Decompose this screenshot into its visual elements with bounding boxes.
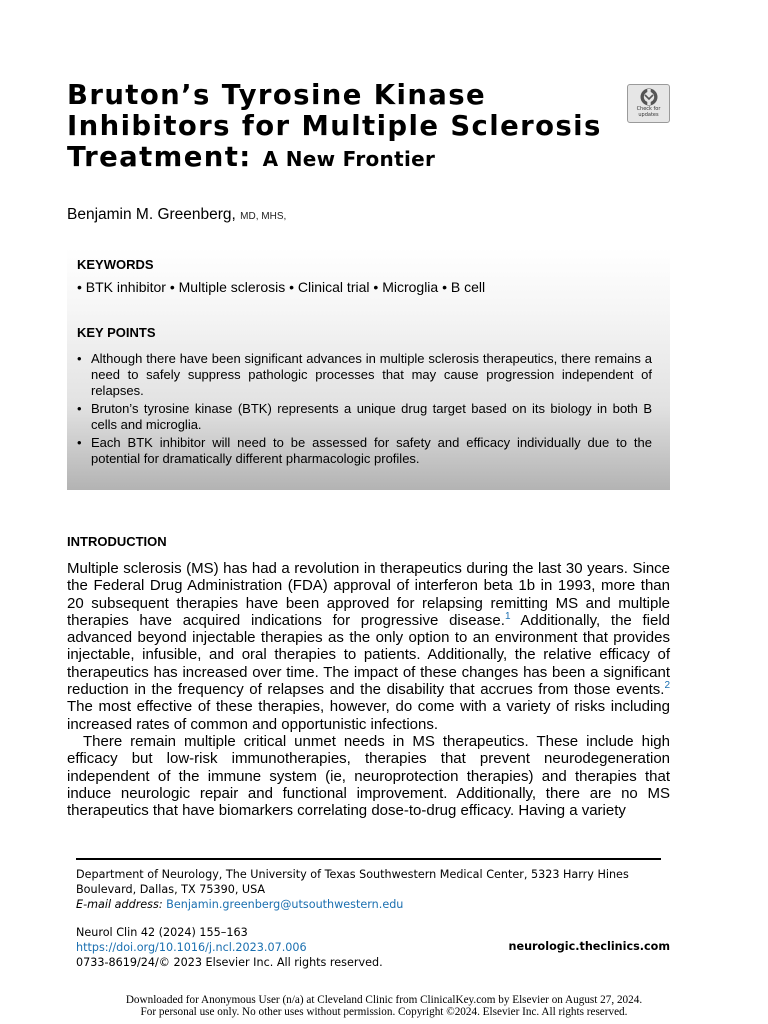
introduction-body bbox=[67, 560, 670, 819]
keyword-bullet: • bbox=[373, 279, 383, 295]
email-line bbox=[76, 897, 666, 912]
keywords-heading: KEYWORDS bbox=[77, 257, 154, 272]
reference-link[interactable]: 2 bbox=[664, 680, 670, 692]
paragraph-text: There remain multiple critical unmet needs in MS therapeutics. These include high efficacy but low-risk immunotherapies, therapies that prevent neurodegeneration independent of the immune system (ie, neuroprotection therapies) and therapies that induce neurologic repair and functional improvement. Additionally, there are no MS therapeutics that have biomarkers correlating dose-to-drug efficacy. Having a variety bbox=[67, 732, 670, 820]
keyword-bullet: • bbox=[77, 279, 86, 295]
key-point-item bbox=[77, 351, 652, 399]
key-point-text: Although there have been significant advances in multiple sclerosis therapeutics, there remains a need to safely suppress pathologic processes that may cause progression independent of relapses. bbox=[91, 351, 652, 398]
keyword-bullet: • bbox=[289, 279, 298, 295]
paragraph-text: Multiple sclerosis (MS) has had a revolution in therapeutics during the last 30 years. Since the Federal Drug Administration (FDA) approval of interferon beta 1b in 1993, more than 20 subsequent therapies have been approved for relapsing remitting MS and multiple therapies have acquired indications for progressive disease. bbox=[67, 560, 670, 629]
paragraph-text: Additionally, the field advanced beyond injectable therapies as the only option to an environment that provides injectable, infusible, and oral therapies to patients. Additionally, the relative efficacy of therapeutics has increased over time. The impact of these changes has been a significant reduction in the frequency of relapses and the disability that accrues from those events. bbox=[67, 611, 670, 699]
key-point-text: Bruton’s tyrosine kinase (BTK) represents a unique drug target based on its biology in both B cells and microglia. bbox=[91, 401, 652, 432]
email-label: E-mail address: bbox=[76, 898, 163, 911]
bullet-icon: • bbox=[77, 435, 82, 450]
keyword-item: Multiple sclerosis bbox=[178, 279, 286, 295]
affiliation-block bbox=[76, 867, 666, 912]
title-subtitle: A New Frontier bbox=[262, 147, 436, 171]
author-name: Benjamin M. Greenberg, bbox=[67, 206, 236, 223]
keyword-item: BTK inhibitor bbox=[85, 279, 166, 295]
keyword-item: B cell bbox=[450, 279, 486, 295]
keyword-item: Microglia bbox=[382, 279, 439, 295]
check-updates-icon bbox=[639, 87, 659, 107]
keyword-bullet: • bbox=[169, 279, 179, 295]
badge-label-2: updates bbox=[638, 111, 659, 118]
keyword-bullet: • bbox=[442, 279, 451, 295]
key-point-text: Each BTK inhibitor will need to be assessed for safety and efficacy individually due to the potential for dramatically different pharmacologic profiles. bbox=[91, 435, 652, 466]
download-line-1: Downloaded for Anonymous User (n/a) at Cleveland Clinic from ClinicalKey.com by Elsevier on August 27, 2024. bbox=[125, 994, 643, 1006]
email-link[interactable]: Benjamin.greenberg@utsouthwestern.edu bbox=[166, 898, 404, 911]
badge-label-1: Check for bbox=[636, 106, 661, 112]
author-degrees: MD, MHS, bbox=[240, 211, 287, 222]
affiliation-text: Department of Neurology, The University of Texas Southwestern Medical Center, 5323 Harry Hines Boulevard, Dallas, TX 75390, USA bbox=[76, 868, 629, 896]
bullet-icon: • bbox=[77, 351, 82, 366]
download-notice bbox=[0, 994, 768, 1018]
key-points-list bbox=[77, 351, 652, 469]
bullet-icon: • bbox=[77, 401, 82, 416]
introduction-heading: INTRODUCTION bbox=[67, 534, 167, 549]
keywords-list bbox=[77, 279, 485, 295]
key-point-item bbox=[77, 435, 652, 467]
title-main: Bruton’s Tyrosine Kinase Inhibitors for Multiple Sclerosis Treatment: bbox=[67, 79, 602, 173]
footer-divider bbox=[76, 858, 661, 860]
key-points-heading: KEY POINTS bbox=[77, 325, 156, 340]
article-title bbox=[67, 80, 627, 175]
journal-citation: Neurol Clin 42 (2024) 155–163 bbox=[76, 926, 248, 939]
citation-block bbox=[76, 925, 383, 970]
keywords-keypoints-box bbox=[67, 248, 670, 490]
keyword-item: Clinical trial bbox=[297, 279, 370, 295]
copyright-line: 0733-8619/24/© 2023 Elsevier Inc. All rights reserved. bbox=[76, 956, 383, 969]
paragraph bbox=[67, 560, 670, 733]
journal-site-link[interactable]: neurologic.theclinics.com bbox=[508, 940, 670, 953]
reference-link[interactable]: 1 bbox=[504, 610, 511, 622]
paragraph-text: The most effective of these therapies, however, do come with a variety of risks including increased rates of common and opportunistic infections. bbox=[67, 698, 670, 733]
download-line-2: For personal use only. No other uses without permission. Copyright ©2024. Elsevier Inc. All rights reserved. bbox=[140, 1006, 628, 1018]
check-for-updates-badge[interactable] bbox=[627, 84, 670, 123]
author-line bbox=[67, 206, 286, 224]
key-point-item bbox=[77, 401, 652, 433]
doi-link[interactable]: https://doi.org/10.1016/j.ncl.2023.07.006 bbox=[76, 941, 307, 954]
paragraph bbox=[67, 733, 670, 819]
